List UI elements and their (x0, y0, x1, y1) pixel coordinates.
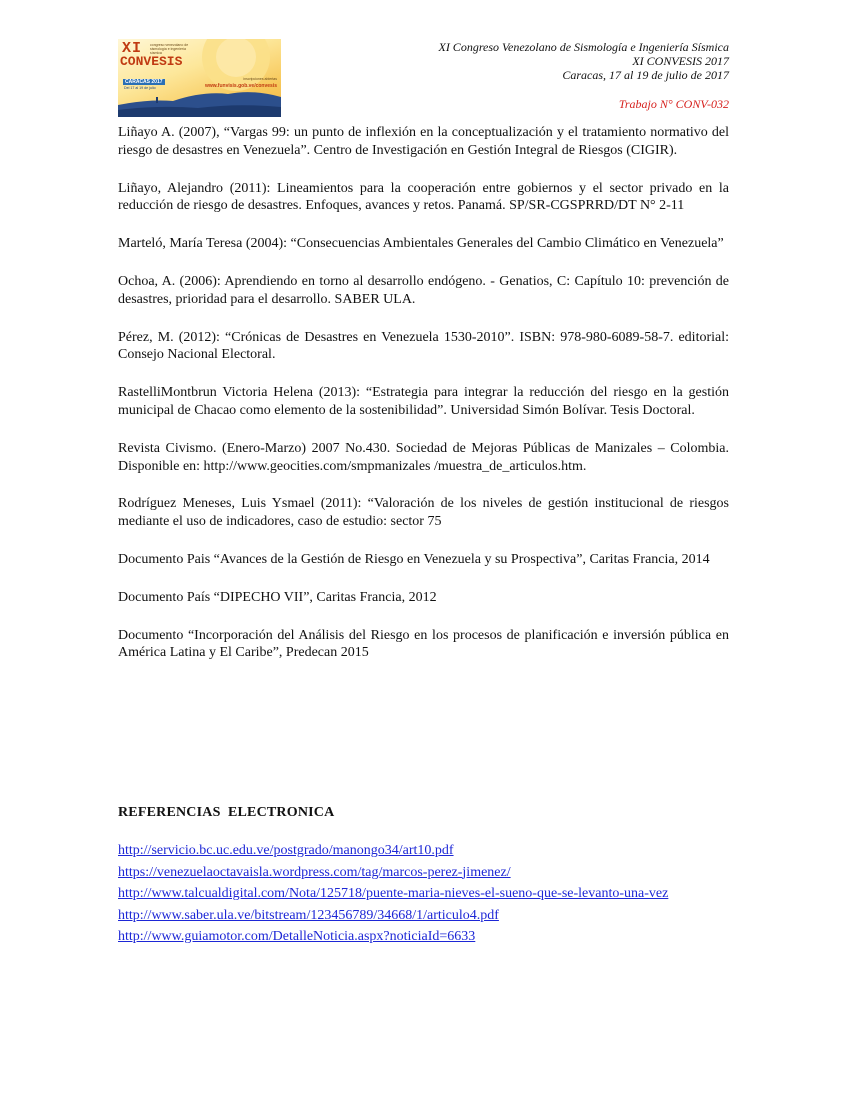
reference-item: Documento País “DIPECHO VII”, Caritas Francia, 2012 (118, 589, 437, 605)
header-line-3: Caracas, 17 al 19 de julio de 2017 (562, 68, 729, 82)
reference-item: RastelliMontbrun Victoria Helena (2013): “Estrategia para integrar la reducción del riesgo en la gestión municipal de Chacao como elemento de la sostenibilidad”. Universidad Simón Bolívar. Tesis Doctoral. (118, 385, 729, 418)
references-list (118, 124, 729, 682)
reference-item: Liñayo A. (2007), “Vargas 99: un punto de inflexión en la conceptualización y el tratamiento normativo del riesgo de desastres en Venezuela”. Centro de Investigación en Gestión Integral de Riesgos (CIGIR). (118, 125, 729, 158)
logo-dates: Del 17 al 19 de julio (124, 86, 156, 90)
header-line-2: XI CONVESIS 2017 (632, 54, 729, 68)
logo-badge: CARACAS 2017 (125, 79, 163, 85)
section-title: REFERENCIAS ELECTRONICA (118, 805, 335, 820)
logo-title: XI (122, 40, 143, 57)
reference-item: Pérez, M. (2012): “Crónicas de Desastres en Venezuela 1530-2010”. ISBN: 978-980-6089-58-7. editorial: Consejo Nacional Electoral. (118, 329, 729, 363)
paper-number: Trabajo N° CONV-032 (618, 97, 729, 111)
reference-link[interactable]: http://www.talcualdigital.com/Nota/125718/puente-maria-nieves-el-sueno-que-se-levanto-una-vez (118, 886, 669, 901)
header-line-1: XI Congreso Venezolano de Sismología e Ingeniería Sísmica (438, 40, 729, 54)
logo-subtitle: CONVESIS (120, 54, 183, 69)
conference-header (438, 40, 729, 82)
reference-link[interactable]: http://www.saber.ula.ve/bitstream/123456789/34668/1/articulo4.pdf (118, 907, 499, 923)
reference-item: Documento Pais “Avances de la Gestión de Riesgo en Venezuela y su Prospectiva”, Caritas Francia, 2014 (118, 551, 710, 567)
logo-small-text: congreso venezolano de sismología e ingeniería sísmica (150, 43, 189, 55)
conference-logo (118, 39, 281, 117)
reference-item: Documento “Incorporación del Análisis del Riesgo en los procesos de planificación e inversión pública en América Latina y El Caribe”, Predecan 2015 (118, 627, 729, 661)
reference-link[interactable]: http://www.guiamotor.com/DetalleNoticia.aspx?noticiaId=6633 (118, 929, 476, 944)
electronic-references-list (118, 840, 668, 948)
reference-link[interactable]: http://servicio.bc.uc.edu.ve/postgrado/manongo34/art10.pdf (118, 843, 454, 858)
logo-note: inscripciones abiertas (243, 77, 277, 81)
logo-site: www.funvisis.gob.ve/convesis (204, 83, 277, 89)
reference-item: Liñayo, Alejandro (2011): Lineamientos para la cooperación entre gobiernos y el sector privado en la reducción de riesgo de desastres. Enfoques, avances y retos. Panamá. SP/SR-CGSPRRD/DT N° 2-11 (118, 180, 729, 214)
reference-item: Marteló, María Teresa (2004): “Consecuencias Ambientales Generales del Cambio Climático en Venezuela” (118, 236, 724, 252)
reference-item: Ochoa, A. (2006): Aprendiendo en torno al desarrollo endógeno. - Genatios, C: Capítulo 10: prevención de desastres, prioridad para el desarrollo. SABER ULA. (118, 273, 729, 307)
reference-link[interactable]: https://venezuelaoctavaisla.wordpress.com/tag/marcos-perez-jimenez/ (118, 864, 511, 880)
reference-item: Rodríguez Meneses, Luis Ysmael (2011): “Valoración de los niveles de gestión institucional de riesgos mediante el uso de indicadores, caso de estudio: sector 75 (118, 496, 729, 530)
reference-item: Revista Civismo. (Enero-Marzo) 2007 No.430. Sociedad de Mejoras Públicas de Manizales – Colombia. Disponible en: http://www.geocities.com/smpmanizales /muestra_de_articulos.htm. (118, 440, 729, 474)
